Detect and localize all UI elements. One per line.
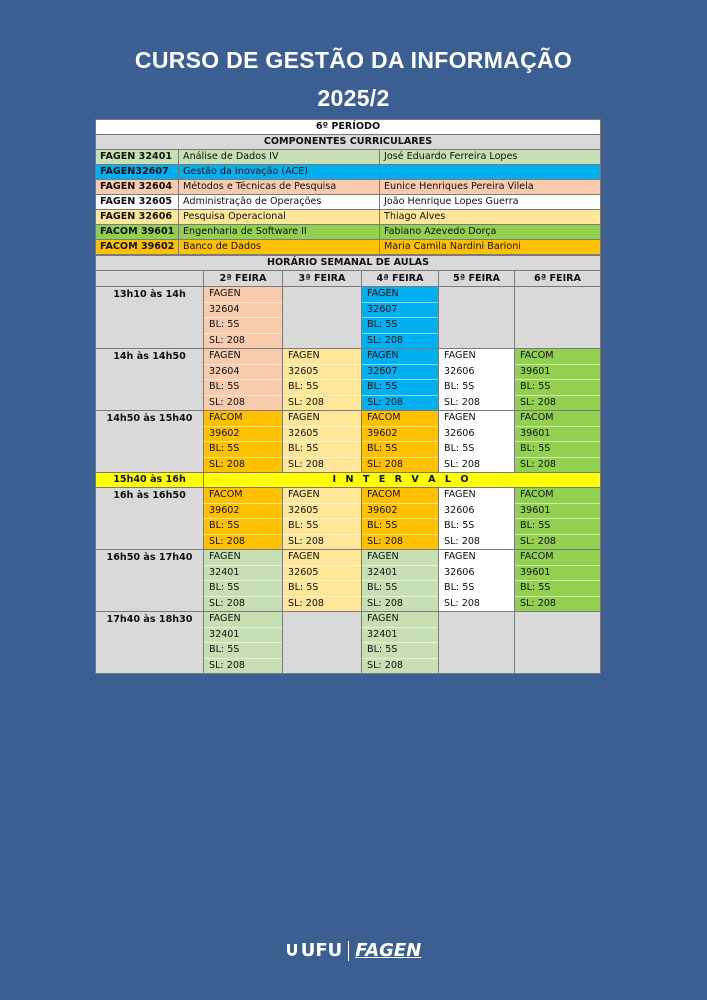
class-cell-line: SL: 208 <box>367 659 404 671</box>
period-header: 6º PERÍODO <box>96 120 601 135</box>
class-cell-line: 32401 <box>362 628 438 644</box>
time-slot-row <box>96 349 601 411</box>
class-cell <box>204 287 283 349</box>
time-slot-row <box>96 612 601 674</box>
components-header: COMPONENTES CURRICULARES <box>96 135 601 150</box>
component-row <box>96 195 601 210</box>
class-cell-line: 32606 <box>439 365 514 381</box>
class-cell-line: FACOM <box>515 550 600 566</box>
component-name: Administração de Operações <box>179 195 380 210</box>
class-cell-line: BL: 5S <box>204 318 282 334</box>
class-cell-line: FACOM <box>204 488 282 504</box>
class-cell-line: 39602 <box>204 504 282 520</box>
component-name: Banco de Dados <box>179 240 380 255</box>
interval-label: I N T E R V A L O <box>204 473 601 488</box>
class-cell <box>204 411 283 473</box>
class-cell-line: BL: 5S <box>283 519 361 535</box>
class-cell-line: FAGEN <box>204 287 282 303</box>
class-cell-line: SL: 208 <box>444 597 481 609</box>
component-teacher <box>380 165 601 180</box>
page-title: CURSO DE GESTÃO DA INFORMAÇÃO <box>134 47 573 73</box>
class-cell <box>439 287 515 349</box>
time-slot-label: 14h às 14h50 <box>96 349 204 411</box>
day-header: 5ª FEIRA <box>439 271 515 287</box>
class-cell-line: BL: 5S <box>362 380 438 396</box>
class-cell <box>439 612 515 674</box>
class-cell-line: 32604 <box>204 365 282 381</box>
class-cell-line: 32605 <box>283 365 361 381</box>
class-cell-line: SL: 208 <box>209 396 246 408</box>
class-cell-line: FACOM <box>204 411 282 427</box>
fagen-logo-text: FAGEN <box>355 940 422 961</box>
day-header: 6ª FEIRA <box>515 271 601 287</box>
class-cell-line: FAGEN <box>283 550 361 566</box>
class-cell-line: FAGEN <box>283 349 361 365</box>
class-cell-line: FAGEN <box>362 287 438 303</box>
component-row <box>96 150 601 165</box>
class-cell <box>362 612 439 674</box>
day-header: 2ª FEIRA <box>204 271 283 287</box>
time-slot-label: 13h10 às 14h <box>96 287 204 349</box>
class-cell <box>515 488 601 550</box>
component-code: FAGEN32607 <box>96 165 179 180</box>
class-cell-line: FAGEN <box>439 349 514 365</box>
class-cell-line: BL: 5S <box>362 519 438 535</box>
component-code: FAGEN 32605 <box>96 195 179 210</box>
class-cell-line: BL: 5S <box>515 380 600 396</box>
class-cell-line: BL: 5S <box>204 380 282 396</box>
class-cell-line: BL: 5S <box>439 442 514 458</box>
class-cell-line: SL: 208 <box>367 458 404 470</box>
class-cell-line: 39601 <box>515 427 600 443</box>
corner-cell <box>96 271 204 287</box>
class-cell-line: FAGEN <box>439 550 514 566</box>
class-cell-line: 39602 <box>362 427 438 443</box>
class-cell-line: 32401 <box>204 628 282 644</box>
class-cell-line: SL: 208 <box>367 535 404 547</box>
ufu-logo-text: UFU <box>300 940 343 961</box>
class-cell <box>362 349 439 411</box>
class-cell-line: FACOM <box>362 411 438 427</box>
class-cell-line: SL: 208 <box>209 334 246 346</box>
time-slot-label: 17h40 às 18h30 <box>96 612 204 674</box>
class-cell <box>283 349 362 411</box>
class-cell-line: SL: 208 <box>444 396 481 408</box>
class-cell-line: FACOM <box>515 411 600 427</box>
component-row <box>96 240 601 255</box>
class-cell-line: SL: 208 <box>520 396 557 408</box>
class-cell-line: BL: 5S <box>204 581 282 597</box>
class-cell <box>439 550 515 612</box>
component-name: Métodos e Técnicas de Pesquisa <box>179 180 380 195</box>
component-row <box>96 180 601 195</box>
class-cell-line: 39602 <box>362 504 438 520</box>
class-cell-line: SL: 208 <box>209 458 246 470</box>
class-cell-line: FAGEN <box>439 488 514 504</box>
class-cell-line: FAGEN <box>283 488 361 504</box>
class-cell-line: 32607 <box>362 303 438 319</box>
time-slot-label: 16h às 16h50 <box>96 488 204 550</box>
class-cell-line: FAGEN <box>283 411 361 427</box>
class-cell-line: BL: 5S <box>439 581 514 597</box>
class-cell-line: SL: 208 <box>367 396 404 408</box>
component-row <box>96 165 601 180</box>
class-cell-line: 32607 <box>362 365 438 381</box>
class-cell-line: SL: 208 <box>288 535 325 547</box>
component-code: FAGEN 32606 <box>96 210 179 225</box>
class-cell-line: FAGEN <box>204 349 282 365</box>
interval-row <box>96 473 601 488</box>
class-cell-line: BL: 5S <box>362 318 438 334</box>
footer-logos <box>0 940 707 961</box>
class-cell-line: FACOM <box>362 488 438 504</box>
class-cell <box>515 349 601 411</box>
component-teacher: Eunice Henriques Pereira Vilela <box>380 180 601 195</box>
class-cell-line: 32605 <box>283 504 361 520</box>
page-subtitle-year: 2025/2 <box>317 85 390 111</box>
class-cell-line: 32604 <box>204 303 282 319</box>
class-cell-line: BL: 5S <box>362 643 438 659</box>
interval-time: 15h40 às 16h <box>96 473 204 488</box>
class-cell-line: BL: 5S <box>283 380 361 396</box>
class-cell-line: 32606 <box>439 566 514 582</box>
class-cell-line: 32605 <box>283 427 361 443</box>
class-cell <box>204 349 283 411</box>
component-code: FAGEN 32604 <box>96 180 179 195</box>
class-cell-line: 32605 <box>283 566 361 582</box>
class-cell-line: BL: 5S <box>362 581 438 597</box>
ufu-logo-icon <box>286 943 298 957</box>
class-cell-line: SL: 208 <box>209 535 246 547</box>
class-cell-line: SL: 208 <box>288 396 325 408</box>
class-cell-line: SL: 208 <box>520 597 557 609</box>
class-cell-line: FAGEN <box>362 349 438 365</box>
class-cell <box>283 488 362 550</box>
class-cell <box>204 612 283 674</box>
day-header: 3ª FEIRA <box>283 271 362 287</box>
class-cell <box>515 550 601 612</box>
component-name: Pesquisa Operacional <box>179 210 380 225</box>
class-cell-line: FAGEN <box>439 411 514 427</box>
class-cell-line: SL: 208 <box>444 535 481 547</box>
class-cell <box>515 411 601 473</box>
class-cell-line: BL: 5S <box>515 581 600 597</box>
component-name: Gestão da Inovação (ACE) <box>179 165 380 180</box>
components-table <box>95 119 601 255</box>
class-cell-line: SL: 208 <box>367 597 404 609</box>
class-cell-line: FACOM <box>515 488 600 504</box>
class-cell-line: BL: 5S <box>439 380 514 396</box>
class-cell <box>204 488 283 550</box>
component-name: Engenharia de Software II <box>179 225 380 240</box>
class-cell-line: BL: 5S <box>515 442 600 458</box>
class-cell-line: BL: 5S <box>439 519 514 535</box>
class-cell-line: 39601 <box>515 504 600 520</box>
time-slot-row <box>96 550 601 612</box>
class-cell-line: BL: 5S <box>204 643 282 659</box>
class-cell <box>362 550 439 612</box>
class-cell-line: SL: 208 <box>209 659 246 671</box>
class-cell <box>283 612 362 674</box>
component-code: FACOM 39601 <box>96 225 179 240</box>
component-row <box>96 225 601 240</box>
class-cell-line: 39601 <box>515 365 600 381</box>
component-teacher: Fabiano Azevedo Dorça <box>380 225 601 240</box>
class-cell <box>515 612 601 674</box>
class-cell-line: 32401 <box>204 566 282 582</box>
class-cell-line: BL: 5S <box>283 581 361 597</box>
class-cell-line: SL: 208 <box>444 458 481 470</box>
class-cell <box>283 411 362 473</box>
class-cell <box>362 411 439 473</box>
component-code: FACOM 39602 <box>96 240 179 255</box>
class-cell-line: BL: 5S <box>204 442 282 458</box>
class-cell <box>283 550 362 612</box>
class-cell-line: 32606 <box>439 427 514 443</box>
time-slot-label: 14h50 às 15h40 <box>96 411 204 473</box>
class-cell-line: 39601 <box>515 566 600 582</box>
class-cell-line: FAGEN <box>204 612 282 628</box>
time-slot-row <box>96 411 601 473</box>
class-cell <box>515 287 601 349</box>
component-teacher: Maria Camila Nardini Barioni <box>380 240 601 255</box>
class-cell-line: SL: 208 <box>209 597 246 609</box>
class-cell <box>362 488 439 550</box>
class-cell <box>283 287 362 349</box>
class-cell-line: 32606 <box>439 504 514 520</box>
class-cell-line: BL: 5S <box>515 519 600 535</box>
class-cell-line: BL: 5S <box>283 442 361 458</box>
class-cell-line: BL: 5S <box>204 519 282 535</box>
time-slot-row <box>96 287 601 349</box>
class-cell-line: SL: 208 <box>367 334 404 346</box>
class-cell-line: SL: 208 <box>288 458 325 470</box>
class-cell <box>439 488 515 550</box>
class-cell <box>362 287 439 349</box>
class-cell-line: SL: 208 <box>288 597 325 609</box>
class-cell-line: FAGEN <box>362 550 438 566</box>
class-cell-line: 32401 <box>362 566 438 582</box>
component-row <box>96 210 601 225</box>
class-cell-line: SL: 208 <box>520 535 557 547</box>
component-teacher: João Henrique Lopes Guerra <box>380 195 601 210</box>
class-cell <box>439 411 515 473</box>
component-name: Análise de Dados IV <box>179 150 380 165</box>
class-cell-line: FAGEN <box>362 612 438 628</box>
class-cell-line: SL: 208 <box>520 458 557 470</box>
footer-divider <box>348 941 349 961</box>
time-slot-label: 16h50 às 17h40 <box>96 550 204 612</box>
class-cell-line: FACOM <box>515 349 600 365</box>
class-cell <box>439 349 515 411</box>
class-cell-line: BL: 5S <box>362 442 438 458</box>
day-header: 4ª FEIRA <box>362 271 439 287</box>
component-teacher: Thiago Alves <box>380 210 601 225</box>
schedule-sheet <box>95 119 600 674</box>
class-cell <box>204 550 283 612</box>
class-cell-line: FAGEN <box>204 550 282 566</box>
weekly-schedule-header: HORÁRIO SEMANAL DE AULAS <box>96 256 601 271</box>
component-teacher: José Eduardo Ferreira Lopes <box>380 150 601 165</box>
class-cell-line: 39602 <box>204 427 282 443</box>
schedule-grid <box>95 255 601 674</box>
component-code: FAGEN 32401 <box>96 150 179 165</box>
time-slot-row <box>96 488 601 550</box>
